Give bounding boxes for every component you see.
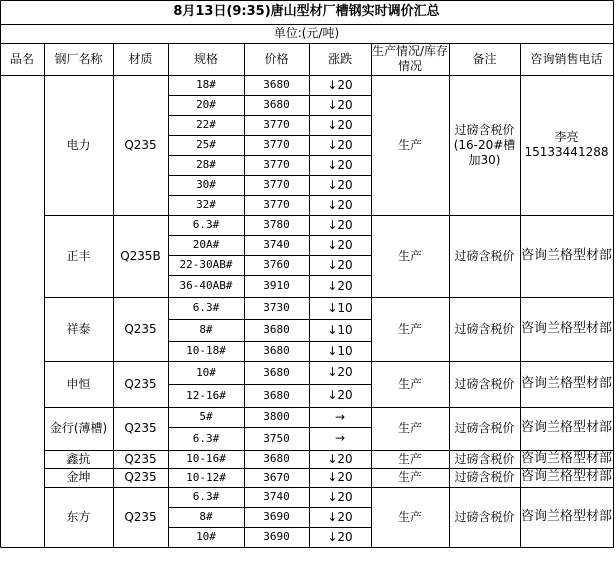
production-status: 生产 [397, 321, 422, 336]
mill-name: 祥泰 [66, 321, 91, 336]
spec-cell: 20# [196, 98, 216, 112]
change-cell: → [334, 431, 346, 445]
change-cell: ↓20 [327, 451, 353, 466]
mill-name: 金坤 [66, 470, 91, 484]
price-cell: 3740 [263, 490, 290, 504]
mill-name: 金行(薄槽) [49, 421, 108, 435]
material: Q235 [124, 421, 157, 435]
spec-cell: 10# [196, 530, 216, 544]
material: Q235 [124, 376, 157, 391]
material: Q235 [124, 470, 157, 484]
contact: 咨询兰格型材部 [520, 508, 612, 524]
price-cell: 3770 [263, 138, 290, 152]
change-cell: ↓20 [327, 470, 353, 484]
spec-cell: 22-30AB# [179, 258, 233, 272]
spec-cell: 32# [196, 198, 216, 212]
price-cell: 3690 [263, 530, 290, 544]
spec-cell: 28# [196, 158, 216, 172]
material: Q235 [124, 509, 157, 524]
contact: 李亮 15133441288 [524, 130, 609, 159]
price-cell: 3730 [263, 301, 290, 315]
spec-cell: 10# [196, 365, 216, 379]
contact: 咨询兰格型材部 [520, 469, 612, 485]
spec-cell: 20A# [192, 238, 220, 252]
remark: 过磅含税价 [454, 248, 515, 263]
price-cell: 3670 [263, 470, 290, 484]
price-cell: 3680 [263, 78, 290, 92]
change-cell: ↓10 [327, 343, 353, 358]
price-cell: 3910 [263, 279, 290, 293]
unit-label: 单位:(元/吨) [273, 26, 340, 40]
price-cell: 3680 [263, 365, 290, 379]
change-cell: → [334, 409, 346, 424]
change-cell: ↓20 [327, 365, 353, 379]
remark: 过磅含税价 (16-20#槽加30) [453, 122, 516, 167]
spec-cell: 10-12# [186, 470, 226, 484]
remark: 过磅含税价 [454, 451, 515, 466]
contact: 咨询兰格型材部 [520, 247, 612, 263]
spec-cell: 6.3# [192, 218, 220, 232]
change-cell: ↓20 [327, 257, 353, 272]
remark: 过磅含税价 [454, 376, 515, 391]
price-cell: 3770 [263, 198, 290, 212]
spec-cell: 12-16# [186, 388, 226, 402]
price-cell: 3690 [263, 510, 290, 524]
contact: 咨询兰格型材部 [520, 375, 612, 391]
change-cell: ↓10 [327, 322, 353, 337]
price-cell: 3750 [263, 431, 290, 445]
production-status: 生产 [397, 248, 422, 263]
header-remark: 备注 [472, 51, 497, 66]
spec-cell: 8# [199, 510, 213, 524]
price-cell: 3680 [263, 98, 290, 112]
change-cell: ↓20 [327, 489, 353, 504]
page-title: 8月13日(9:35)唐山型材厂槽钢实时调价汇总 [173, 3, 440, 19]
header-contact: 咨询销售电话 [530, 51, 603, 66]
header-change: 涨跌 [327, 51, 352, 66]
spec-cell: 6.3# [192, 301, 220, 315]
remark: 过磅含税价 [454, 509, 515, 524]
production-status: 生产 [397, 421, 422, 435]
spec-cell: 22# [196, 118, 216, 132]
spec-cell: 6.3# [192, 431, 220, 445]
remark: 过磅含税价 [454, 321, 515, 336]
mill-name: 鑫抗 [66, 451, 91, 466]
production-status: 生产 [397, 376, 422, 391]
material: Q235 [124, 321, 157, 336]
material: Q235 [124, 451, 157, 466]
production-status: 生产 [397, 470, 422, 484]
header-product: 品名 [9, 51, 34, 66]
mill-name: 东方 [66, 509, 91, 524]
material: Q235B [120, 248, 161, 263]
price-cell: 3680 [263, 388, 290, 402]
change-cell: ↓20 [327, 237, 353, 252]
change-cell: ↓20 [327, 77, 353, 92]
contact: 咨询兰格型材部 [520, 320, 612, 336]
price-cell: 3770 [263, 118, 290, 132]
mill-name: 申恒 [66, 376, 91, 391]
change-cell: ↓10 [327, 300, 353, 315]
price-cell: 3770 [263, 178, 290, 192]
change-cell: ↓20 [327, 117, 353, 132]
header-spec: 规格 [193, 51, 218, 66]
change-cell: ↓20 [327, 509, 353, 524]
production-status: 生产 [397, 137, 422, 152]
change-cell: ↓20 [327, 197, 353, 212]
spec-cell: 6.3# [192, 490, 220, 504]
price-cell: 3780 [263, 218, 290, 232]
price-cell: 3800 [263, 410, 290, 424]
production-status: 生产 [397, 509, 422, 524]
price-cell: 3740 [263, 238, 290, 252]
change-cell: ↓20 [327, 529, 353, 544]
price-cell: 3760 [263, 258, 290, 272]
header-status: 生产情况/库存情况 [371, 44, 449, 73]
change-cell: ↓20 [327, 217, 353, 232]
price-cell: 3680 [263, 344, 290, 358]
change-cell: ↓20 [327, 177, 353, 192]
price-cell: 3680 [263, 452, 290, 466]
mill-name: 电力 [66, 137, 91, 152]
change-cell: ↓20 [327, 97, 353, 112]
change-cell: ↓20 [327, 157, 353, 172]
remark: 过磅含税价 [454, 421, 515, 435]
spec-cell: 36-40AB# [179, 279, 233, 293]
production-status: 生产 [397, 451, 422, 466]
spec-cell: 10-18# [186, 344, 226, 358]
contact: 咨询兰格型材部 [520, 450, 612, 466]
mill-name: 正丰 [66, 248, 91, 263]
change-cell: ↓20 [327, 388, 353, 402]
material: Q235 [124, 137, 157, 152]
header-material: 材质 [128, 51, 153, 66]
remark: 过磅含税价 [454, 470, 515, 484]
spec-cell: 30# [196, 178, 216, 192]
price-cell: 3680 [263, 323, 290, 337]
spec-cell: 5# [199, 410, 213, 424]
spec-cell: 25# [196, 138, 216, 152]
change-cell: ↓20 [327, 137, 353, 152]
spec-cell: 8# [199, 323, 213, 337]
spec-cell: 10-16# [186, 452, 226, 466]
header-mill: 钢厂名称 [54, 51, 103, 66]
change-cell: ↓20 [327, 278, 353, 293]
contact: 咨询兰格型材部 [520, 420, 612, 436]
header-price: 价格 [264, 51, 289, 66]
spec-cell: 18# [196, 78, 216, 92]
price-cell: 3770 [263, 158, 290, 172]
